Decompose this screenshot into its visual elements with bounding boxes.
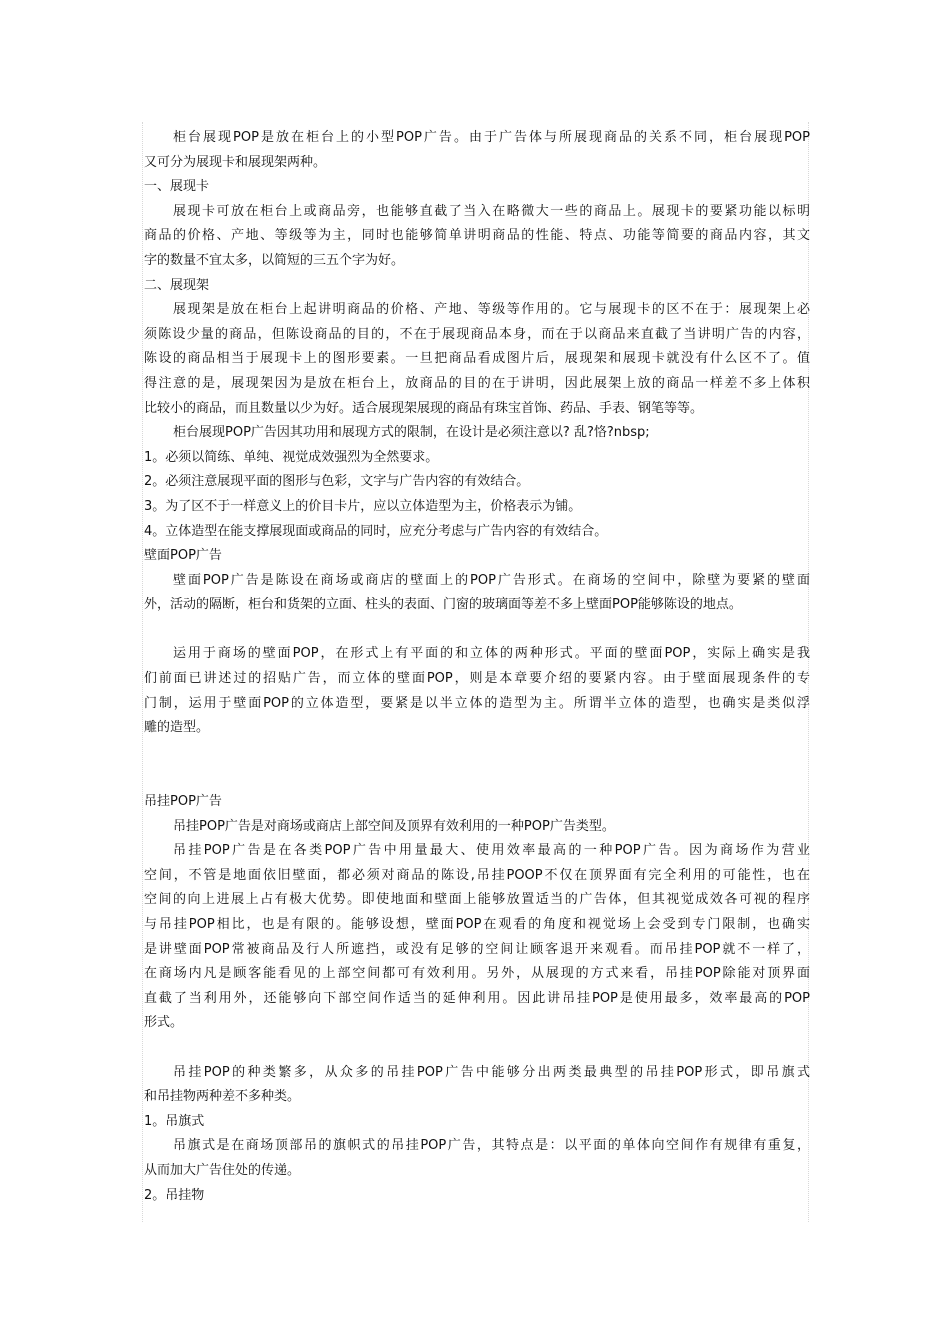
list-item: 1。必须以简练、单纯、视觉成效强烈为全然要求。 [144, 449, 439, 465]
paragraph-line: 从而加大广告住处的传递。 [144, 1162, 301, 1178]
section-heading: 壁面POP广告 [144, 548, 222, 564]
paragraph-line: 是讲壁面POP常被商品及行人所遮挡，或没有足够的空间让顾客退开来观看。而吊挂POP就不一样了， [144, 941, 810, 957]
paragraph-line: 字的数量不宜太多，以简短的三五个字为好。 [144, 252, 405, 268]
paragraph-line: 须陈设少量的商品，但陈设商品的目的，不在于展现商品本身，而在于以商品来直截了当讲明广告的内容， [144, 326, 810, 342]
list-item: 2。必须注意展现平面的图形与色彩，文字与广告内容的有效结合。 [144, 474, 530, 490]
paragraph-line: 在商场内凡是顾客能看见的上部空间都可有效利用。另外，从展现的方式来看，吊挂POP除能对顶界面 [144, 966, 810, 982]
paragraph-line: 柜台展现POP是放在柜台上的小型POP广告。由于广告体与所展现商品的关系不同，柜台展现POP [173, 130, 810, 145]
paragraph-line: 吊挂POP广告是对商场或商店上部空间及顶界有效利用的一种POP广告类型。 [173, 818, 615, 834]
paragraph-line: 展现架是放在柜台上起讲明商品的价格、产地、等级等作用的。它与展现卡的区不在于：展现架上必 [173, 302, 810, 318]
section-heading: 二、展现架 [144, 277, 210, 293]
left-margin-guide [142, 122, 143, 1222]
paragraph-line: 柜台展现POP广告因其功用和展现方式的限制，在设计是必须注意以? 乱?恪?nbsp; [173, 425, 650, 441]
paragraph-line: 商品的价格、产地、等级等为主，同时也能够简单讲明商品的性能、特点、功能等简要的商品内容，其文 [144, 228, 810, 244]
paragraph-line: 吊挂POP的种类繁多，从众多的吊挂POP广告中能够分出两类最典型的吊挂POP形式，即吊旗式 [173, 1064, 810, 1080]
blank-line [144, 1036, 810, 1061]
paragraph-line: 又可分为展现卡和展现架两种。 [144, 154, 327, 170]
section-heading: 吊挂POP广告 [144, 794, 222, 810]
paragraph-line: 直截了当利用外，还能够向下部空间作适当的延伸利用。因此讲吊挂POP是使用最多，效率最高的POP [144, 990, 810, 1006]
paragraph-line: 运用于商场的壁面POP，在形式上有平面的和立体的两种形式。平面的壁面POP，实际上确实是我 [173, 646, 810, 662]
list-item: 2。吊挂物 [144, 1187, 205, 1203]
list-item: 1。吊旗式 [144, 1113, 205, 1129]
paragraph-line: 吊旗式是在商场顶部吊的旗帜式的吊挂POP广告，其特点是：以平面的单体向空间作有规律有重复， [173, 1138, 810, 1154]
section-heading: 一、展现卡 [144, 179, 210, 195]
list-item: 3。为了区不于一样意义上的价目卡片，应以立体造型为主，价格表示为铺。 [144, 498, 582, 514]
paragraph-line: 门制，运用于壁面POP的立体造型，要紧是以半立体的造型为主。所谓半立体的造型，也确实是类似浮 [144, 695, 810, 711]
paragraph-line: 陈设的商品相当于展现卡上的图形要素。一旦把商品看成图片后，展现架和展现卡就没有什么区不了。值 [144, 351, 810, 367]
blank-line [144, 618, 810, 643]
paragraph-line: 形式。 [144, 1015, 184, 1031]
paragraph-line: 得注意的是，展现架因为是放在柜台上，放商品的目的在于讲明，因此展架上放的商品一样差不多上体积 [144, 375, 810, 391]
paragraph-line: 与吊挂POP相比，也是有限的。能够设想，壁面POP在观看的角度和视觉场上会受到专门限制，也确实 [144, 917, 810, 932]
paragraph-line: 比较小的商品，而且数量以少为好。适合展现架展现的商品有珠宝首饰、药品、手表、钢笔等等。 [144, 400, 704, 416]
paragraph-line: 们前面已讲述过的招贴广告，而立体的壁面POP，则是本章要介绍的要紧内容。由于壁面展现条件的专 [144, 671, 810, 687]
paragraph-line: 和吊挂物两种差不多种类。 [144, 1089, 301, 1105]
paragraph-line: 展现卡可放在柜台上或商品旁，也能够直截了当入在略微大一些的商品上。展现卡的要紧功能以标明 [173, 203, 810, 219]
list-item: 4。立体造型在能支撑展现面或商品的同时，应充分考虑与广告内容的有效结合。 [144, 523, 608, 539]
paragraph-line: 空间，不管是地面依旧壁面，都必须对商品的陈设,吊挂POOP不仅在顶界面有完全利用的可能性，也在 [144, 867, 810, 883]
paragraph-line: 空间的向上进展上占有极大优势。即使地面和壁面上能够放置适当的广告体，但其视觉成效各可视的程序 [144, 892, 810, 908]
paragraph-line: 雕的造型。 [144, 720, 210, 736]
blank-line [144, 765, 810, 790]
document-body [144, 126, 810, 1208]
paragraph-line: 壁面POP广告是陈设在商场或商店的壁面上的POP广告形式。在商场的空间中，除壁为要紧的壁面 [173, 572, 810, 588]
paragraph-line: 外，活动的隔断，柜台和货架的立面、柱头的表面、门窗的玻璃面等差不多上壁面POP能够陈设的地点。 [144, 597, 742, 613]
paragraph-line: 吊挂POP广告是在各类POP广告中用量最大、使用效率最高的一种POP广告。因为商场作为营业 [173, 843, 810, 859]
blank-line [144, 741, 810, 766]
